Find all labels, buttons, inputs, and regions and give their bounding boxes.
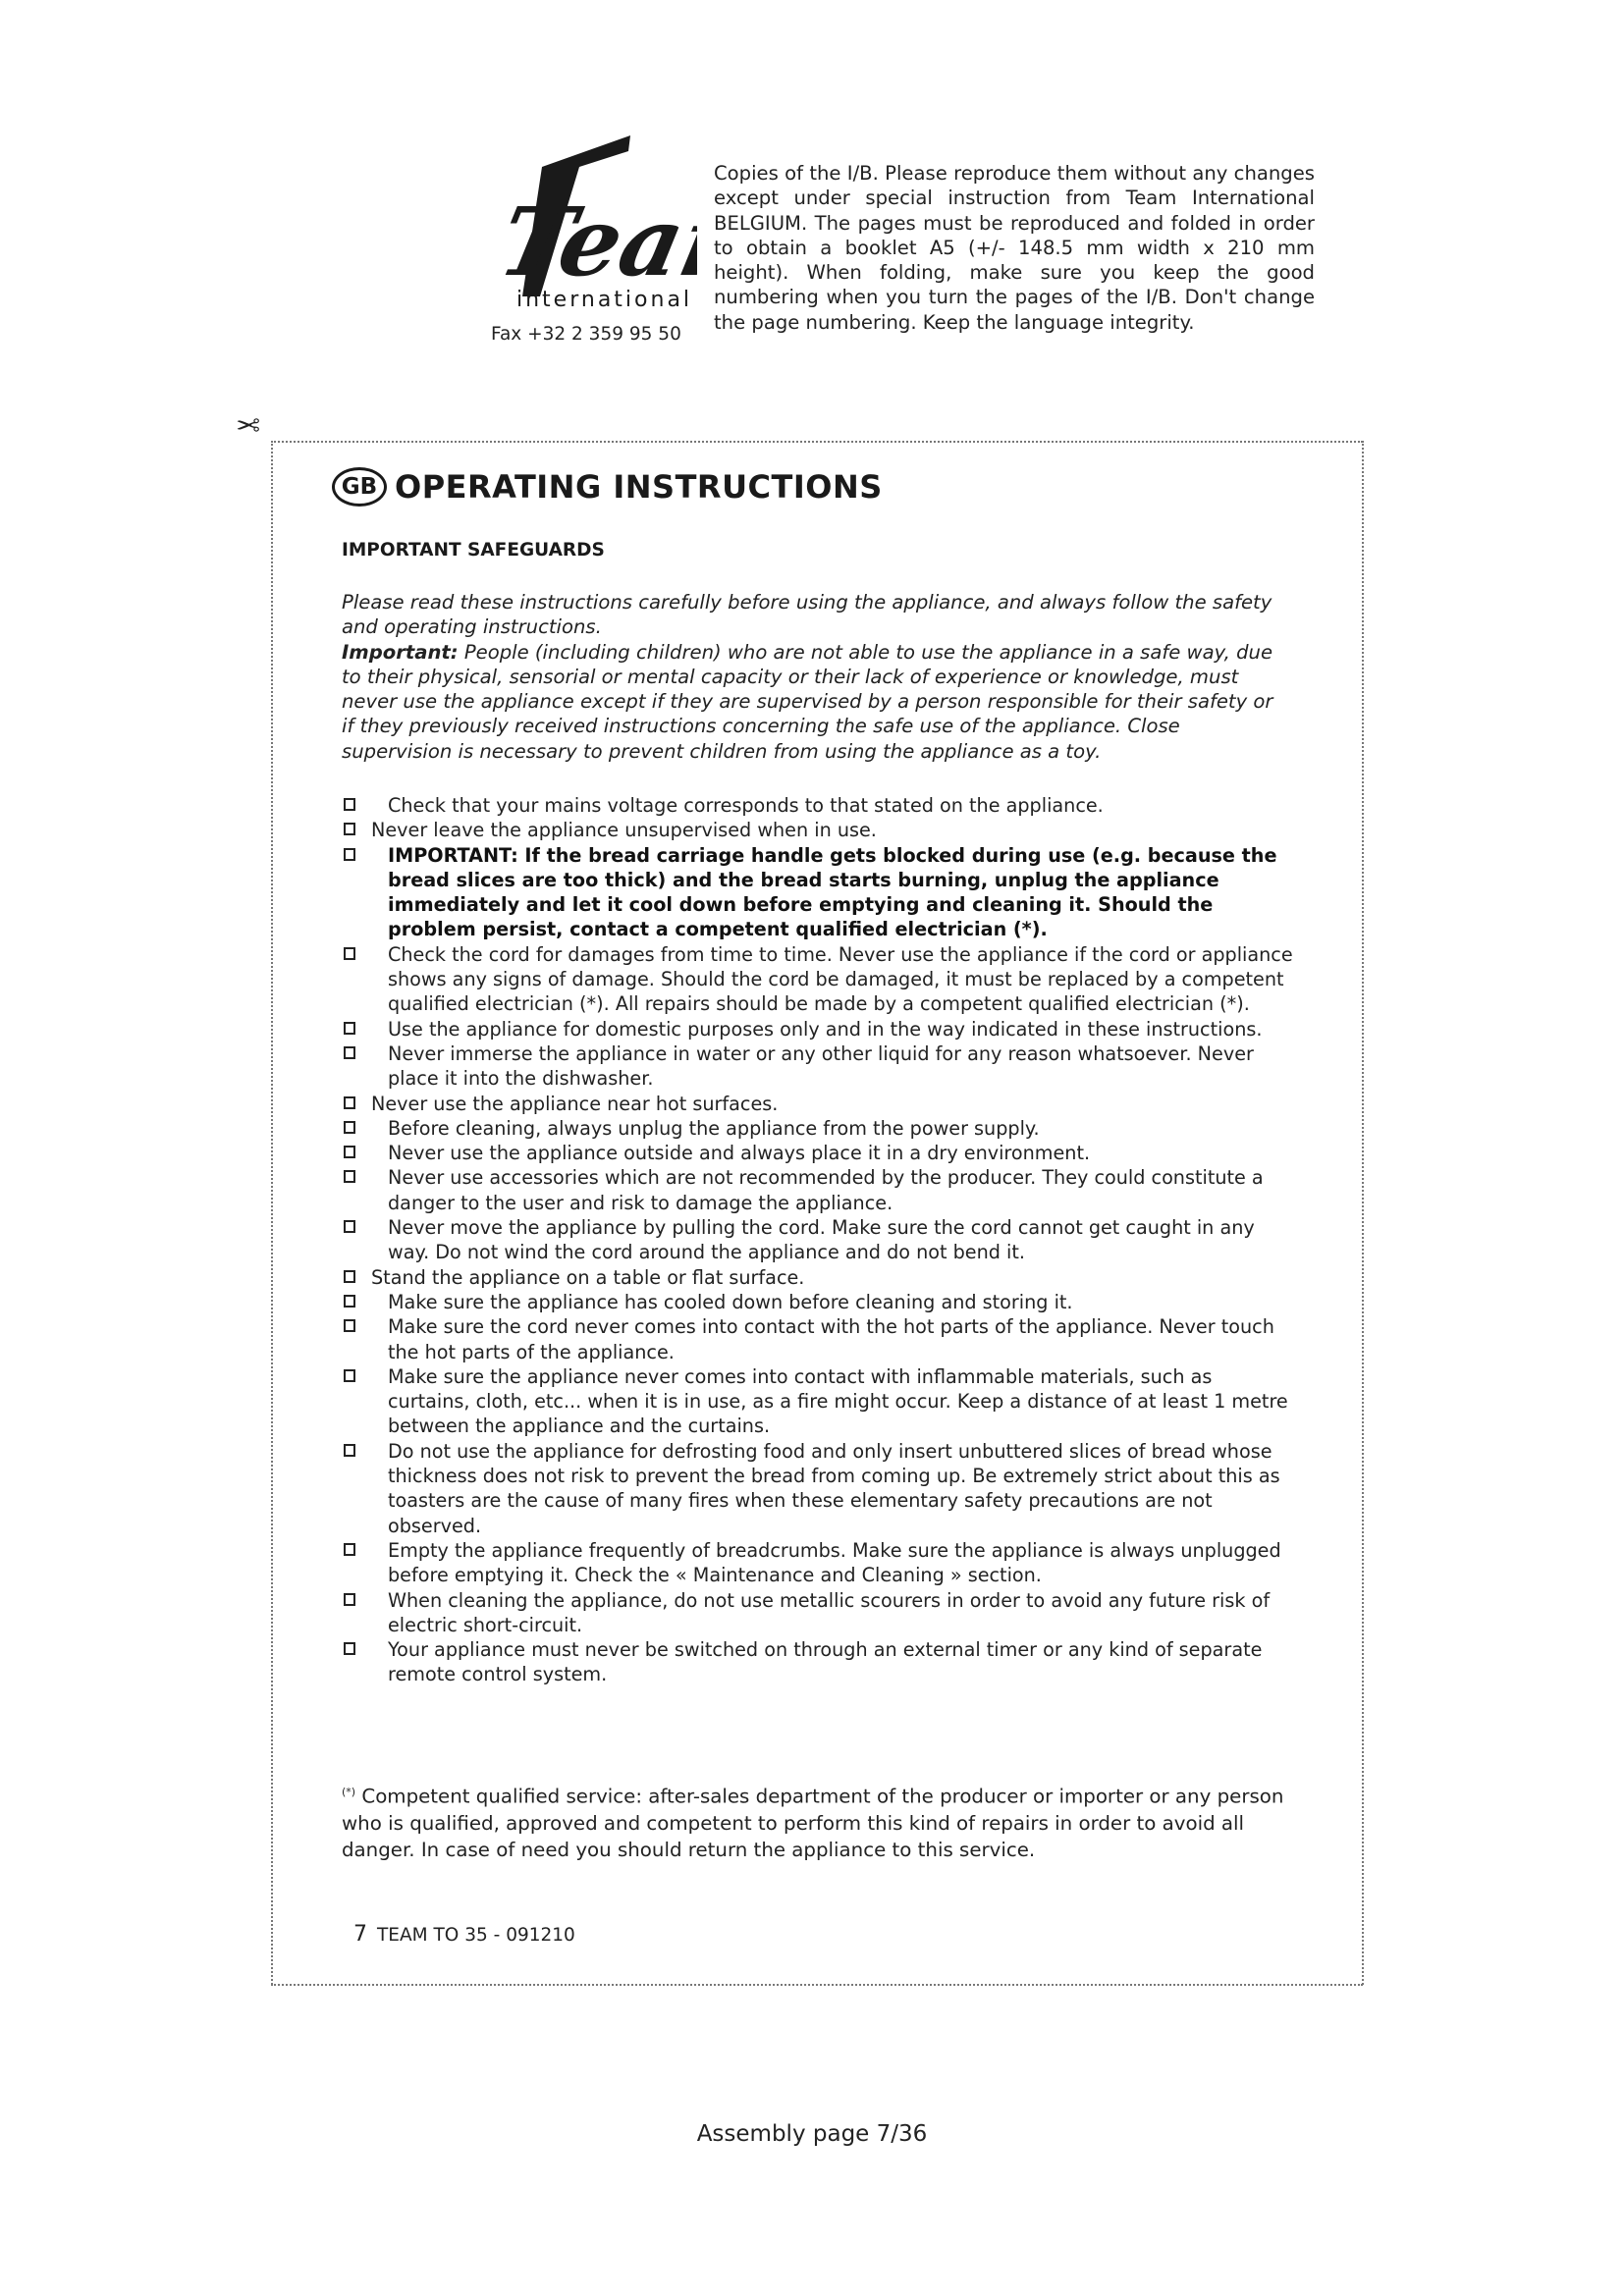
list-item: Empty the appliance frequently of breadcrumbs. Make sure the appliance is always unplugged before emptying it. Check the « Maintenance and Cleaning » section. (342, 1538, 1299, 1588)
list-item: Check the cord for damages from time to time. Never use the appliance if the cord or appliance shows any signs of damage. Should the cord be damaged, it must be replaced by a competent qualified electrician (*). All repairs should be made by a competent qualified electrician (*). (342, 942, 1299, 1017)
footnote-text: Competent qualified service: after-sales department of the producer or importer or any person who is qualified, approved and competent to perform this kind of repairs in order to avoid all danger. In case of need you should return the appliance to this service. (342, 1785, 1284, 1861)
list-item: Never use accessories which are not recommended by the producer. They could constitute a danger to the user and risk to damage the appliance. (342, 1165, 1299, 1215)
team-international-logo (483, 128, 697, 314)
important-text: People (including children) who are not able to use the appliance in a safe way, due to their physical, sensorial or mental capacity or their lack of experience or knowledge, must never use the appliance except if they are supervised by a person responsible for their safety or if they previously received instructions concerning the safe use of the appliance. Close supervision is necessary to prevent children from using the appliance as a toy. (342, 640, 1273, 763)
list-item: Never immerse the appliance in water or any other liquid for any reason whatsoever. Never place it into the dishwasher. (342, 1041, 1299, 1092)
checkbox-icon (344, 1369, 355, 1382)
checkbox-icon (344, 1593, 355, 1606)
list-item: IMPORTANT: If the bread carriage handle gets blocked during use (e.g. because the bread slices are too thick) and the bread starts burning, unplug the appliance immediately and let it cool down before emptying and cleaning it. Should the problem persist, contact a competent qualified electrician (*). (342, 843, 1299, 942)
list-item: Make sure the appliance never comes into contact with inflammable materials, such as curtains, cloth, etc... when it is in use, as a fire might occur. Keep a distance of at least 1 metre between the appliance and the curtains. (342, 1364, 1299, 1439)
logo-subtext: international (516, 288, 693, 312)
list-item: Never move the appliance by pulling the cord. Make sure the cord cannot get caught in any way. Do not wind the cord around the appliance and do not bend it. (342, 1215, 1299, 1265)
list-item: Make sure the cord never comes into contact with the hot parts of the appliance. Never touch the hot parts of the appliance. (342, 1314, 1299, 1364)
list-item: Never use the appliance outside and always place it in a dry environment. (342, 1141, 1299, 1165)
language-badge: GB (332, 467, 387, 507)
cut-line-top (271, 441, 1363, 443)
list-item: Use the appliance for domestic purposes only and in the way indicated in these instructions. (342, 1017, 1299, 1041)
list-item: Never leave the appliance unsupervised when in use. (342, 818, 1299, 842)
list-item: Stand the appliance on a table or flat surface. (342, 1265, 1299, 1290)
footnote (342, 1779, 1284, 1863)
reproduction-notice: Copies of the I/B. Please reproduce them without any changes except under special instruction from Team International BELGIUM. The pages must be reproduced and folded in order to obtain a booklet A5 (+/- 148.5 mm width x 210 mm height). When folding, make sure you keep the good numbering when you turn the pages of the I/B. Don't change the page numbering. Keep the language integrity. (714, 162, 1315, 334)
list-item: Before cleaning, always unplug the appliance from the power supply. (342, 1116, 1299, 1141)
checkbox-icon (344, 1046, 355, 1059)
page-footer (353, 1922, 575, 1947)
safeguard-list (342, 793, 1299, 1687)
checkbox-icon (344, 1096, 355, 1109)
list-item: When cleaning the appliance, do not use metallic scourers in order to avoid any future risk of electric short-circuit. (342, 1588, 1299, 1638)
checkbox-icon (344, 1543, 355, 1556)
checkbox-icon (344, 1121, 355, 1134)
logo-wordmark: Team (490, 187, 697, 297)
cut-line-right (1362, 441, 1364, 1985)
list-item: Make sure the appliance has cooled down before cleaning and storing it. (342, 1290, 1299, 1314)
fax-number: Fax +32 2 359 95 50 (491, 324, 681, 345)
scissors-icon: ✂ (236, 406, 261, 441)
cut-line-left (271, 441, 273, 1985)
cut-line-bottom (271, 1984, 1363, 1986)
list-item: Your appliance must never be switched on through an external timer or any kind of separate remote control system. (342, 1637, 1299, 1687)
checkbox-icon (344, 947, 355, 960)
checkbox-icon (344, 1444, 355, 1457)
checkbox-icon (344, 1220, 355, 1233)
checkbox-icon (344, 1642, 355, 1655)
checkbox-icon (344, 1319, 355, 1332)
page-title: OPERATING INSTRUCTIONS (395, 468, 883, 506)
subtitle: IMPORTANT SAFEGUARDS (342, 540, 605, 561)
checkbox-icon (344, 823, 355, 835)
model-code: TEAM TO 35 - 091210 (377, 1925, 575, 1946)
checkbox-icon (344, 1022, 355, 1035)
important-label: Important: (342, 640, 459, 664)
checkbox-icon (344, 798, 355, 811)
assembly-page-label: Assembly page 7/36 (696, 2121, 928, 2147)
section-heading (332, 467, 883, 507)
checkbox-icon (344, 1295, 355, 1308)
footnote-mark: (*) (342, 1786, 356, 1798)
page-number: 7 (353, 1922, 367, 1947)
intro-line: Please read these instructions carefully before using the appliance, and always follow the safety and operating instructions. (342, 591, 1272, 639)
intro-paragraph (342, 590, 1282, 764)
checkbox-icon (344, 1270, 355, 1283)
list-item: Do not use the appliance for defrosting food and only insert unbuttered slices of bread whose thickness does not risk to prevent the bread from coming up. Be extremely strict about this as toasters are the cause of many fires when these elementary safety precautions are not observed. (342, 1439, 1299, 1538)
list-item: Never use the appliance near hot surfaces. (342, 1092, 1299, 1116)
checkbox-icon (344, 1146, 355, 1158)
list-item: Check that your mains voltage corresponds to that stated on the appliance. (342, 793, 1299, 818)
checkbox-icon (344, 1170, 355, 1183)
checkbox-icon (344, 848, 355, 861)
